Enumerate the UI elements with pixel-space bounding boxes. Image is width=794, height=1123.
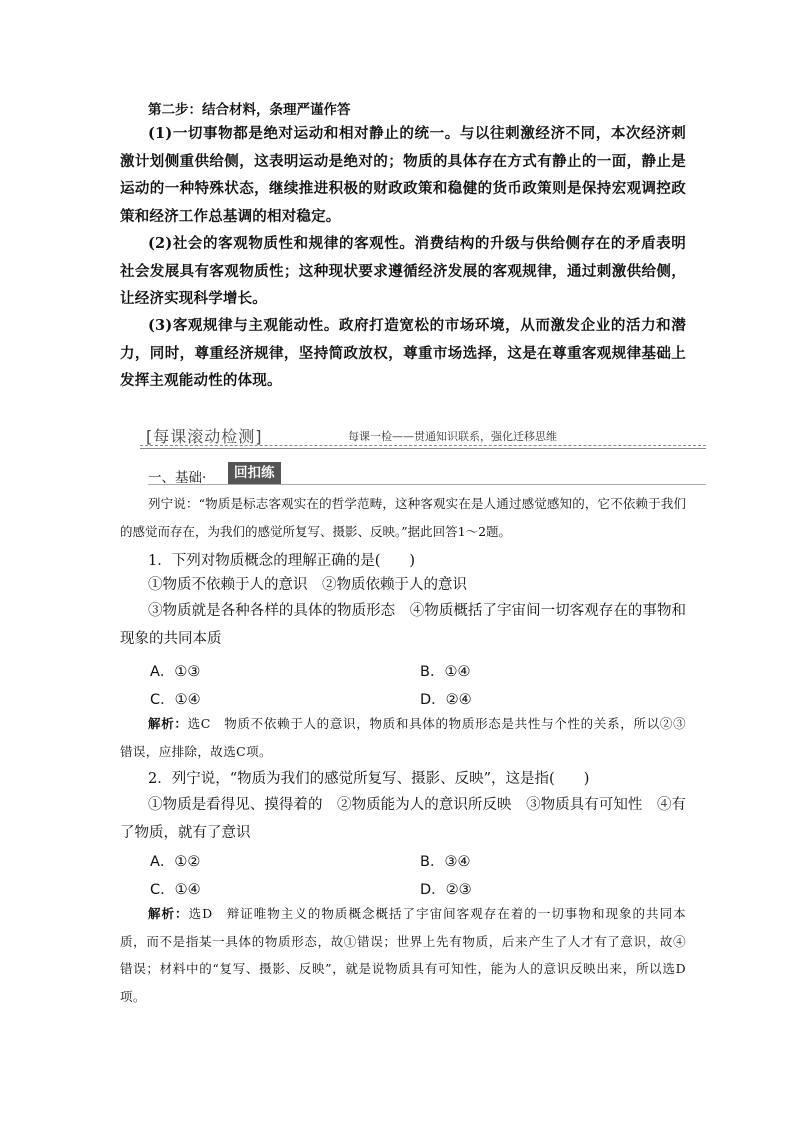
q2-explanation	[120, 900, 686, 1010]
q1-explanation-text: 选C 物质不依赖于人的意识，物质和具体的物质形态是共性与个性的关系，所以②③错误，应排除，故选C项。	[120, 716, 686, 759]
banner-label: [每课滚动检测]	[146, 427, 263, 446]
q1-explanation	[120, 710, 686, 765]
question-2-statements: ①物质是看得见、摸得着的 ②物质能为人的意识所反映 ③物质具有可知性 ④有了物质，就有了意识	[120, 797, 686, 841]
answer-paragraph-1: (1)一切事物都是绝对运动和相对静止的统一。与以往刺激经济不同，本次经济刺激计划侧重供给侧，这表明运动是绝对的；物质的具体存在方式有静止的一面，静止是运动的一种特殊状态，继续推进积极的财政政策和稳健的货币政策则是保持宏观调控政策和经济工作总基调的相对稳定。	[120, 125, 686, 225]
answer-paragraph-2: (2)社会的客观物质性和规律的客观性。消费结构的升级与供给侧存在的矛盾表明社会发展具有客观物质性；这种现状要求遵循经济发展的客观规律，通过刺激供给侧，让经济实现科学增长。	[120, 235, 686, 307]
section-banner	[140, 420, 706, 450]
q2-option-b[interactable]: B．③④	[420, 854, 471, 870]
q1-option-d[interactable]: D．②④	[420, 692, 472, 708]
section-heading-tag: 回扣练	[228, 462, 281, 484]
question-1-statements-a: ①物质不依赖于人的意识 ②物质依赖于人的意识	[148, 577, 467, 593]
question-1-stem: 1．下列对物质概念的理解正确的是( )	[148, 553, 416, 569]
banner-rule	[140, 445, 706, 449]
q1-option-b[interactable]: B．①④	[420, 664, 471, 680]
question-2-stem: 2．列宁说，“物质为我们的感觉所复写、摄影、反映”，这是指( )	[148, 771, 590, 787]
banner-subtitle: 每课一检——贯通知识联系，强化迁移思维	[348, 430, 557, 443]
q1-option-a[interactable]: A．①③	[150, 664, 201, 680]
q1-explanation-label: 解析：	[148, 716, 188, 731]
q2-explanation-label: 解析：	[148, 906, 189, 921]
q2-option-c[interactable]: C．①④	[150, 882, 201, 898]
q2-explanation-text: 选D 辩证唯物主义的物质概念概括了宇宙间客观存在着的一切事物和现象的共同本质，而不是指某一具体的物质形态，故①错误；世界上先有物质，后来产生了人才有了意识，故④错误；材料中的“复写、摄影、反映”，就是说物质具有可知性，能为人的意识反映出来，所以选D项。	[120, 906, 687, 1004]
section-heading-lead: 一、基础·	[148, 470, 207, 486]
question-1-statements-b: ③物质就是各种各样的具体的物质形态 ④物质概括了宇宙间一切客观存在的事物和现象的共同本质	[120, 603, 686, 647]
step-title: 第二步：结合材料，条理严谨作答	[148, 102, 351, 118]
q1-option-c[interactable]: C．①④	[150, 692, 201, 708]
q2-option-d[interactable]: D．②③	[420, 882, 472, 898]
q2-option-a[interactable]: A．①②	[150, 854, 201, 870]
answer-paragraph-3: (3)客观规律与主观能动性。政府打造宽松的市场环境，从而激发企业的活力和潜力，同时，尊重经济规律，坚持简政放权，尊重市场选择，这是在尊重客观规律基础上发挥主观能动性的体现。	[120, 317, 686, 389]
section-divider	[148, 484, 706, 485]
reading-material: 列宁说：“物质是标志客观实在的哲学范畴，这种客观实在是人通过感觉感知的，它不依赖于我们的感觉而存在，为我们的感觉所复写、摄影、反映。”据此回答1～2题。	[120, 496, 686, 539]
